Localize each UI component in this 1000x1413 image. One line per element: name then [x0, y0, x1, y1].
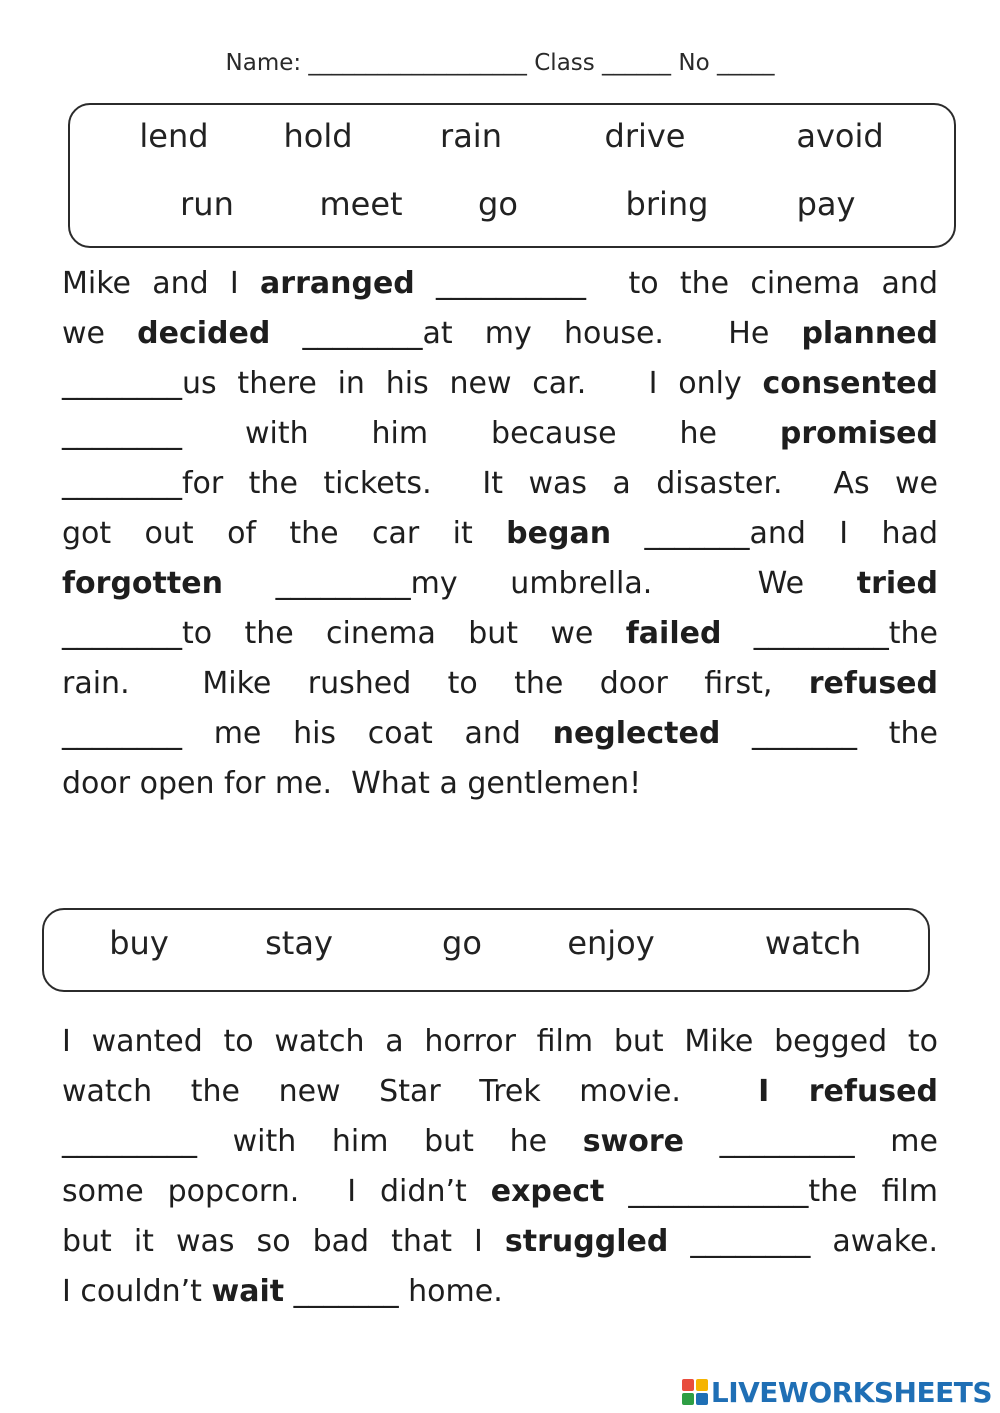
logo-text: LIVEWORKSHEETS — [710, 1375, 992, 1409]
text-segment: watch the new Star Trek movie. — [62, 1074, 759, 1109]
word-bank-box-2 — [42, 908, 930, 992]
text-segment: some popcorn. I didn’t — [62, 1174, 491, 1209]
text-segment: ________ me his coat and — [62, 716, 553, 751]
target-verb: planned — [801, 316, 938, 351]
text-segment: __________ to the cinema and — [414, 266, 938, 301]
logo-mark-icon — [682, 1379, 708, 1405]
target-verb: swore — [582, 1124, 685, 1159]
paragraph-line — [62, 659, 938, 709]
text-segment: rain. Mike rushed to the door first, — [62, 666, 809, 701]
target-verb: struggled — [504, 1224, 669, 1259]
paragraph-line — [62, 1217, 938, 1267]
paragraph-line — [62, 309, 938, 359]
text-segment: ________for the tickets. It was a disaster. As we — [62, 466, 938, 501]
text-segment: Mike and I — [62, 266, 261, 301]
paragraph-line — [62, 759, 938, 809]
text-segment: ________ with him because he — [62, 416, 780, 451]
text-segment: _______ home. — [284, 1274, 503, 1309]
target-verb: failed — [625, 616, 722, 651]
paragraph-line — [62, 609, 938, 659]
text-segment: got out of the car it — [62, 516, 507, 551]
text-segment: ________at my house. He — [270, 316, 802, 351]
word-bank-item: drive — [604, 117, 686, 155]
word-bank-item: go — [442, 924, 482, 962]
paragraph-line — [62, 359, 938, 409]
text-segment: _______and I had — [611, 516, 938, 551]
target-verb: wait — [211, 1274, 285, 1309]
word-bank-item: buy — [109, 924, 169, 962]
word-bank-item: meet — [319, 185, 403, 223]
paragraph-2 — [62, 1017, 938, 1317]
word-bank-item: hold — [283, 117, 353, 155]
word-bank-item: pay — [796, 185, 856, 223]
text-segment: _________the — [721, 616, 938, 651]
target-verb: consented — [762, 366, 938, 401]
paragraph-line — [62, 1017, 938, 1067]
text-segment: ____________the film — [604, 1174, 938, 1209]
name-class-number-header: Name: ___________________ Class ______ No _____ — [225, 50, 775, 76]
word-bank-box-1 — [68, 103, 956, 248]
word-bank-item: avoid — [796, 117, 884, 155]
target-verb: began — [506, 516, 612, 551]
text-segment: I wanted to watch a horror film but Mike begged to — [62, 1024, 938, 1059]
target-verb: I refused — [758, 1074, 938, 1109]
target-verb: promised — [779, 416, 938, 451]
word-bank-item: run — [180, 185, 234, 223]
paragraph-1 — [62, 259, 938, 809]
target-verb: expect — [490, 1174, 605, 1209]
text-segment: ________ awake. — [668, 1224, 938, 1259]
paragraph-line — [62, 1267, 938, 1317]
paragraph-line — [62, 559, 938, 609]
word-bank-item: rain — [440, 117, 502, 155]
target-verb: refused — [808, 666, 938, 701]
target-verb: decided — [137, 316, 271, 351]
target-verb: tried — [856, 566, 938, 601]
target-verb: neglected — [552, 716, 721, 751]
target-verb: arranged — [260, 266, 415, 301]
liveworksheets-logo[interactable] — [682, 1377, 992, 1407]
word-bank-item: lend — [139, 117, 209, 155]
paragraph-line — [62, 509, 938, 559]
paragraph-line — [62, 1117, 938, 1167]
word-bank-item: enjoy — [567, 924, 655, 962]
text-segment: ________to the cinema but we — [62, 616, 626, 651]
word-bank-item: bring — [625, 185, 709, 223]
paragraph-line — [62, 709, 938, 759]
text-segment: _________ me — [684, 1124, 938, 1159]
text-segment: _________my umbrella. We — [222, 566, 857, 601]
paragraph-line — [62, 259, 938, 309]
word-bank-item: go — [478, 185, 518, 223]
target-verb: forgotten — [62, 566, 223, 601]
text-segment: _________ with him but he — [62, 1124, 583, 1159]
paragraph-line — [62, 459, 938, 509]
word-bank-item: stay — [265, 924, 333, 962]
text-segment: we — [62, 316, 138, 351]
text-segment: door open for me. What a gentlemen! — [62, 766, 642, 801]
paragraph-line — [62, 1167, 938, 1217]
word-bank-item: watch — [764, 924, 862, 962]
text-segment: _______ the — [720, 716, 938, 751]
paragraph-line — [62, 409, 938, 459]
paragraph-line — [62, 1067, 938, 1117]
text-segment: ________us there in his new car. I only — [62, 366, 763, 401]
text-segment: I couldn’t — [62, 1274, 212, 1309]
text-segment: but it was so bad that I — [62, 1224, 505, 1259]
